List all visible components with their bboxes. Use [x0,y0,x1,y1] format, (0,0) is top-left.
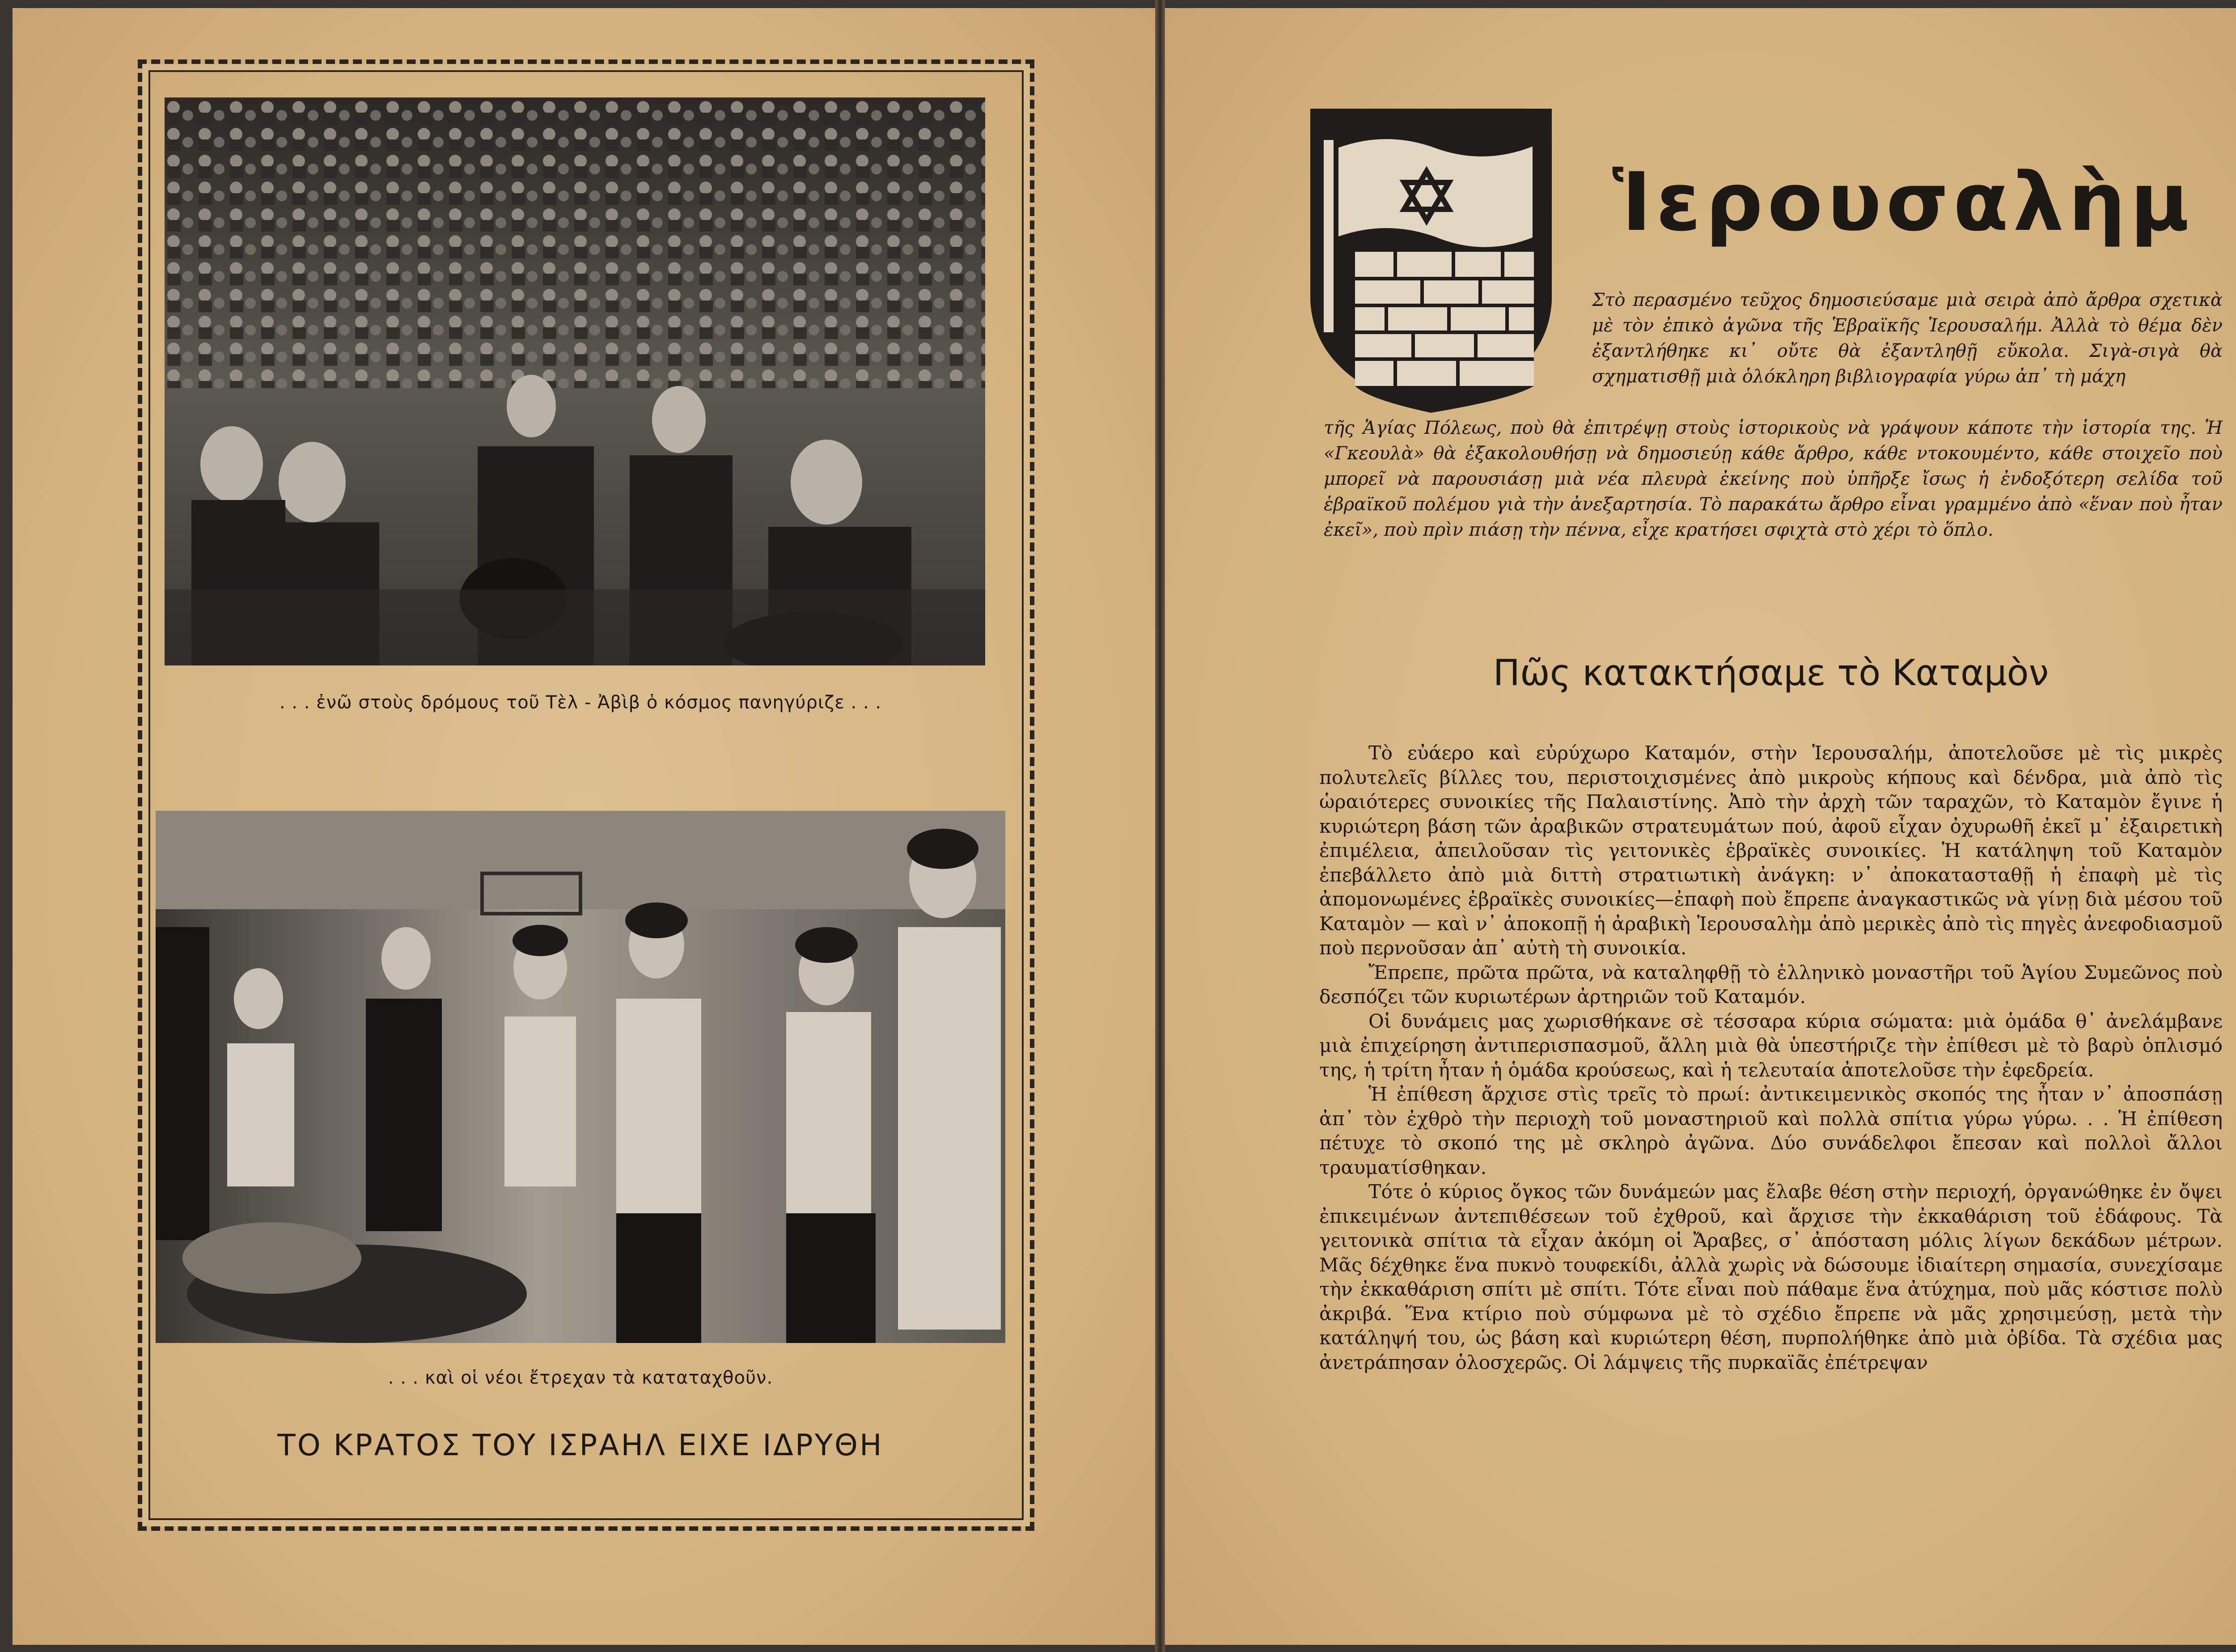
intro-text-top: Στὸ περασμένο τεῦχος δημοσιεύσαμε μιὰ σειρὰ ἀπὸ ἄρθρα σχετικὰ μὲ τὸν ἐπικὸ ἀγῶνα τῆς Ἑβραϊκῆς Ἱερουσαλήμ. Ἀλλὰ τὸ θέμα δὲν ἐξαντλήθηκε κι᾽ οὔτε θὰ ἐξαντληθῇ εὔκολα. Σιγὰ-σιγὰ θὰ σχηματισθῇ μιὰ ὁλόκληρη βιβλιογραφία γύρω ἀπ᾽ τὴ μάχη [1592,290,2223,387]
photo-caption-top: . . . ἐνῶ στοὺς δρόμους τοῦ Τὲλ - Ἀβὶβ ὁ κόσμος πανηγύριζε . . . [279,692,882,713]
page-banner: ΤΟ ΚΡΑΤΟΣ ΤΟΥ ΙΣΡΑΗΛ ΕΙΧΕ ΙΔΡΥΘΗ [277,1428,884,1462]
shield-flag-emblem [1306,104,1556,417]
article-paragraph: Οἱ δυνάμεις μας χωρισθήκανε σὲ τέσσαρα κύρια σώματα: μιὰ ὁμάδα θ᾽ ἀνελάμβανε μιὰ ἐπιχείρηση ἀντιπερισπασμοῦ, ἄλλη μιὰ θὰ ὑπεστήριζε τὴν ἐπίθεσι μὲ τὸ βαρὺ ὁπλισμό της, ἡ τρίτη ἦταν ἡ ὁμάδα κρούσεως, καὶ ἡ τελευταία ἀποτελοῦσε τὴν ἐφεδρεία. [1319,1010,2223,1081]
book-gutter [1155,0,1165,1652]
left-page [13,8,1155,1645]
right-page [1165,8,2236,1645]
article-headline: Πῶς κατακτήσαμε τὸ Καταμὸν [1493,652,2049,694]
article-paragraph: Ἔπρεπε, πρῶτα πρῶτα, νὰ καταληφθῇ τὸ ἑλληνικὸ μοναστῆρι τοῦ Ἁγίου Συμεῶνος ποὺ δεσπόζει τῶν κυριωτέρων ἀρτηριῶν τοῦ Καταμόν. [1319,962,2223,1008]
article-body [1319,741,2223,1375]
article-paragraph: Ἡ ἐπίθεση ἄρχισε στὶς τρεῖς τὸ πρωί: ἀντικειμενικὸς σκοπός της ἦταν ν᾽ ἀποσπάσῃ ἀπ᾽ τὸν ἐχθρὸ τὴν περιοχὴ τοῦ μοναστηριοῦ καὶ πολλὰ σπίτια γύρω γύρω. . . Ἡ ἐπίθεση πέτυχε τὸ σκοπό της μὲ σκληρὸ ἀγῶνα. Δύο συνάδελφοι ἔπεσαν καὶ πολλοὶ ἄλλοι τραυματίσθηκαν. [1319,1084,2223,1179]
article-paragraph: Τότε ὁ κύριος ὄγκος τῶν δυνάμεών μας ἔλαβε θέση στὴν περιοχή, ὀργανώθηκε ἐν ὄψει ἐπικειμένων ἀντεπιθέσεων τοῦ ἐχθροῦ, καὶ ἄρχισε τὴν ἐκκαθάριση τοῦ ἐδάφους. Τὰ γειτονικὰ σπίτια τὰ εἶχαν ἀκόμη οἱ Ἄραβες, σ᾽ ἀπόσταση μόλις λίγων δεκάδων μέτρων. Μᾶς δέχθηκε ἕνα πυκνὸ τουφεκίδι, ἀλλὰ χωρὶς νὰ δώσουμε ἰδιαίτερη σημασία, συνεχίσαμε τὴν ἐκκαθάριση σπίτι μὲ σπίτι. Τότε εἶναι ποὺ πάθαμε ἕνα ἀτύχημα, ποὺ μᾶς κόστισε πολὺ ἀκριβά. Ἕνα κτίριο ποὺ σύμφωνα μὲ τὸ σχέδιο ἔπρεπε νὰ μᾶς χρησιμεύσῃ, μετὰ τὴν κατάληψή του, ὡς βάση καὶ κυριώτερη θέση, πυρπολήθηκε ἀπὸ μιὰ ὀβίδα. Τὰ σχέδια μας ἀνετράπησαν ὁλοσχερῶς. Οἱ λάμψεις τῆς πυρκαϊᾶς ἐπέτρεψαν [1319,1181,2223,1374]
photo-caption-bottom: . . . καὶ οἱ νέοι ἔτρεχαν τὰ καταταχθοῦν. [388,1368,773,1388]
article-paragraph: Τὸ εὐάερο καὶ εὐρύχωρο Καταμόν, στὴν Ἱερουσαλήμ, ἀποτελοῦσε μὲ τὶς μικρὲς πολυτελεῖς βίλλες του, περιστοιχισμένες ἀπὸ μικροὺς κήπους καὶ δένδρα, μιὰ ἀπὸ τὶς ὡραιότερες συνοικίες τῆς Παλαιστίνης. Ἀπὸ τὴν ἀρχὴ τῶν ταραχῶν, τὸ Καταμὸν ἔγινε ἡ κυριώτερη βάση τῶν ἀραβικῶν στρατευμάτων πού, ἀφοῦ εἶχαν ὀχυρωθῆ ἐκεῖ μ᾽ ἐξαιρετικὴ ἐπιμέλεια, ἀπειλοῦσαν τὶς γειτονικὲς ἑβραϊκὲς συνοικίες. Ἡ κατάληψη τοῦ Καταμὸν ἐπεβάλλετο ἀπὸ μιὰ διττὴ στρατιωτικὴ ἀνάγκη: ν᾽ ἀποκατασταθῇ ἡ ἐπαφὴ μὲ τὶς ἀπομονωμένες ἑβραϊκὲς συνοικίες—ἐπαφὴ ποὺ ἔπρεπε ἀναγκαστικῶς νὰ γίνῃ διὰ μέσου τοῦ Καταμὸν — καὶ ν᾽ ἀποκοπῇ ἡ ἀραβικὴ Ἱερουσαλὴμ ἀπὸ μερικὲς ἀπὸ τὶς πηγὲς ἀνεφοδιασμοῦ ποὺ περνοῦσαν ἀπ᾽ αὐτὴ τὴ συνοικία. [1319,742,2223,959]
intro-text-bottom: τῆς Ἁγίας Πόλεως, ποὺ θὰ ἐπιτρέψῃ στοὺς ἱστορικοὺς νὰ γράψουν κάποτε τὴν ἱστορία της. Ἡ «Γκεουλὰ» θὰ ἐξακολουθήσῃ νὰ δημοσιεύῃ κάθε ἄρθρο, κάθε ντοκουμέντο, κάθε στοιχεῖο ποὺ μπορεῖ νὰ παρουσιάσῃ μιὰ νέα πλευρὰ ἐκείνης ποὺ ὑπῆρξε ἴσως ἡ ἐνδοξότερη σελίδα τοῦ ἑβραϊκοῦ πολέμου γιὰ τὴν ἀνεξαρτησία. Τὸ παρακάτω ἄρθρο εἶναι γραμμένο ἀπὸ «ἕναν ποὺ ἦταν ἐκεῖ», ποὺ πρὶν πιάσῃ τὴν πέννα, εἶχε κρατήσει σφιχτὰ στὸ χέρι τὸ ὅπλο. [1324,418,2223,540]
young-recruits-photo [156,811,1005,1343]
page-title: Ἱερουσαλὴμ [1612,156,2194,249]
crowd-celebration-photo [165,97,985,665]
